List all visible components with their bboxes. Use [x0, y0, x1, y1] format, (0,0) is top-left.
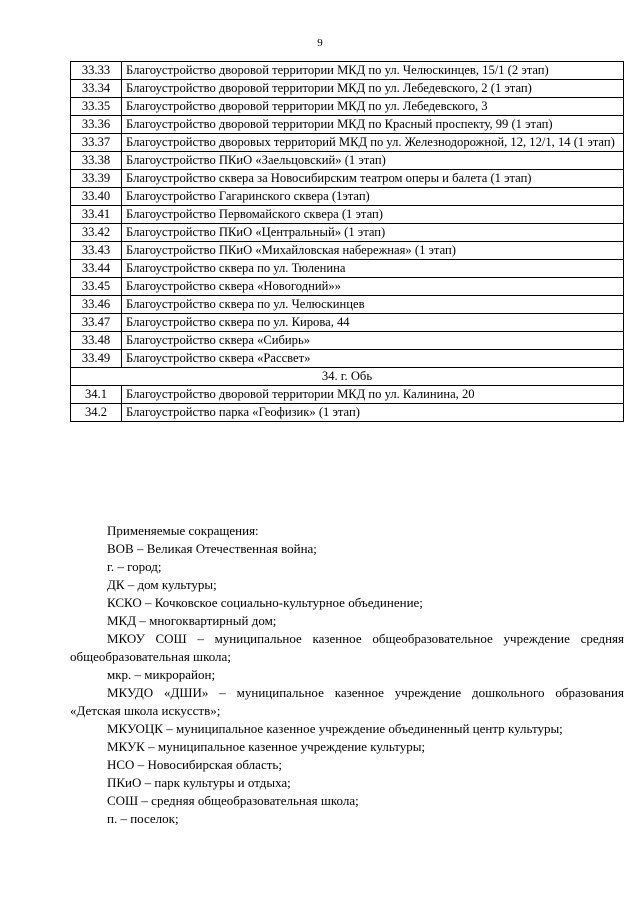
row-number: 33.49: [71, 350, 122, 368]
table-row: [71, 386, 624, 404]
abbreviation-item: МКУДО «ДШИ» – муниципальное казенное учреждение дошкольного образования «Детская школа искусств»;: [70, 685, 624, 718]
row-number: 33.33: [71, 62, 122, 80]
abbreviation-item: МКД – многоквартирный дом;: [107, 613, 277, 628]
abbreviation-item: ВОВ – Великая Отечественная война;: [107, 541, 317, 556]
row-text: Благоустройство ПКиО «Михайловская набережная» (1 этап): [122, 242, 624, 260]
section-row: [71, 368, 624, 386]
row-number: 33.37: [71, 134, 122, 152]
row-number: 33.40: [71, 188, 122, 206]
row-text: Благоустройство сквера «Рассвет»: [122, 350, 624, 368]
abbreviation-item: МКУК – муниципальное казенное учреждение культуры;: [107, 739, 426, 754]
abbreviation-item: ДК – дом культуры;: [107, 577, 217, 592]
row-text: Благоустройство сквера по ул. Тюленина: [122, 260, 624, 278]
row-text: Благоустройство дворовой территории МКД по ул. Лебедевского, 3: [122, 98, 624, 116]
abbreviation-item: п. – поселок;: [107, 811, 179, 826]
row-text: Благоустройство ПКиО «Заельцовский» (1 этап): [122, 152, 624, 170]
table-row: [71, 188, 624, 206]
page-number: 9: [317, 37, 323, 49]
row-text: Благоустройство сквера «Новогодний»»: [122, 278, 624, 296]
row-text: Благоустройство ПКиО «Центральный» (1 этап): [122, 224, 624, 242]
abbreviation-item: МКОУ СОШ – муниципальное казенное общеобразовательное учреждение средняя общеобразовательная школа;: [70, 631, 624, 664]
abbreviation-item: ПКиО – парк культуры и отдыха;: [107, 775, 291, 790]
abbreviations-heading: Применяемые сокращения:: [107, 523, 259, 538]
row-number: 33.38: [71, 152, 122, 170]
row-number: 33.44: [71, 260, 122, 278]
table-row: [71, 206, 624, 224]
table-row: [71, 152, 624, 170]
table-row: [71, 170, 624, 188]
row-number: 33.35: [71, 98, 122, 116]
row-number: 33.42: [71, 224, 122, 242]
row-text: Благоустройство сквера за Новосибирским театром оперы и балета (1 этап): [122, 170, 624, 188]
table-row: [71, 350, 624, 368]
row-number: 33.34: [71, 80, 122, 98]
row-number: 33.43: [71, 242, 122, 260]
row-number: 34.1: [71, 386, 122, 404]
row-text: Благоустройство Гагаринского сквера (1этап): [122, 188, 624, 206]
row-text: Благоустройство дворовой территории МКД по ул. Лебедевского, 2 (1 этап): [122, 80, 624, 98]
table-row: [71, 80, 624, 98]
table-row: [71, 134, 624, 152]
row-number: 33.45: [71, 278, 122, 296]
row-text: Благоустройство дворовой территории МКД по ул. Челюскинцев, 15/1 (2 этап): [122, 62, 624, 80]
row-number: 33.36: [71, 116, 122, 134]
table-row: [71, 296, 624, 314]
row-text: Благоустройство дворовой территории МКД по ул. Калинина, 20: [122, 386, 624, 404]
table-row: [71, 62, 624, 80]
table-row: [71, 98, 624, 116]
abbreviation-item: МКУОЦК – муниципальное казенное учреждение объединенный центр культуры;: [107, 721, 563, 736]
row-text: Благоустройство сквера «Сибирь»: [122, 332, 624, 350]
row-number: 33.48: [71, 332, 122, 350]
row-number: 33.47: [71, 314, 122, 332]
section-heading: 34. г. Обь: [71, 368, 624, 386]
abbreviations-section: [70, 522, 624, 828]
table-row: [71, 116, 624, 134]
row-number: 33.46: [71, 296, 122, 314]
row-text: Благоустройство Первомайского сквера (1 этап): [122, 206, 624, 224]
table-row: [71, 224, 624, 242]
row-text: Благоустройство сквера по ул. Челюскинцев: [122, 296, 624, 314]
table-row: [71, 404, 624, 422]
row-text: Благоустройство сквера по ул. Кирова, 44: [122, 314, 624, 332]
abbreviation-item: СОШ – средняя общеобразовательная школа;: [107, 793, 359, 808]
table-row: [71, 242, 624, 260]
abbreviation-item: г. – город;: [107, 559, 162, 574]
row-text: Благоустройство парка «Геофизик» (1 этап): [122, 404, 624, 422]
abbreviation-item: НСО – Новосибирская область;: [107, 757, 282, 772]
table-row: [71, 260, 624, 278]
row-number: 34.2: [71, 404, 122, 422]
row-number: 33.39: [71, 170, 122, 188]
items-table: [70, 61, 624, 422]
row-text: Благоустройство дворовых территорий МКД по ул. Железнодорожной, 12, 12/1, 14 (1 этап): [122, 134, 624, 152]
abbreviation-item: КСКО – Кочковское социально-культурное объединение;: [107, 595, 423, 610]
table-row: [71, 332, 624, 350]
row-text: Благоустройство дворовой территории МКД по Красный проспекту, 99 (1 этап): [122, 116, 624, 134]
row-number: 33.41: [71, 206, 122, 224]
table-row: [71, 278, 624, 296]
abbreviation-item: мкр. – микрорайон;: [107, 667, 216, 682]
table-row: [71, 314, 624, 332]
